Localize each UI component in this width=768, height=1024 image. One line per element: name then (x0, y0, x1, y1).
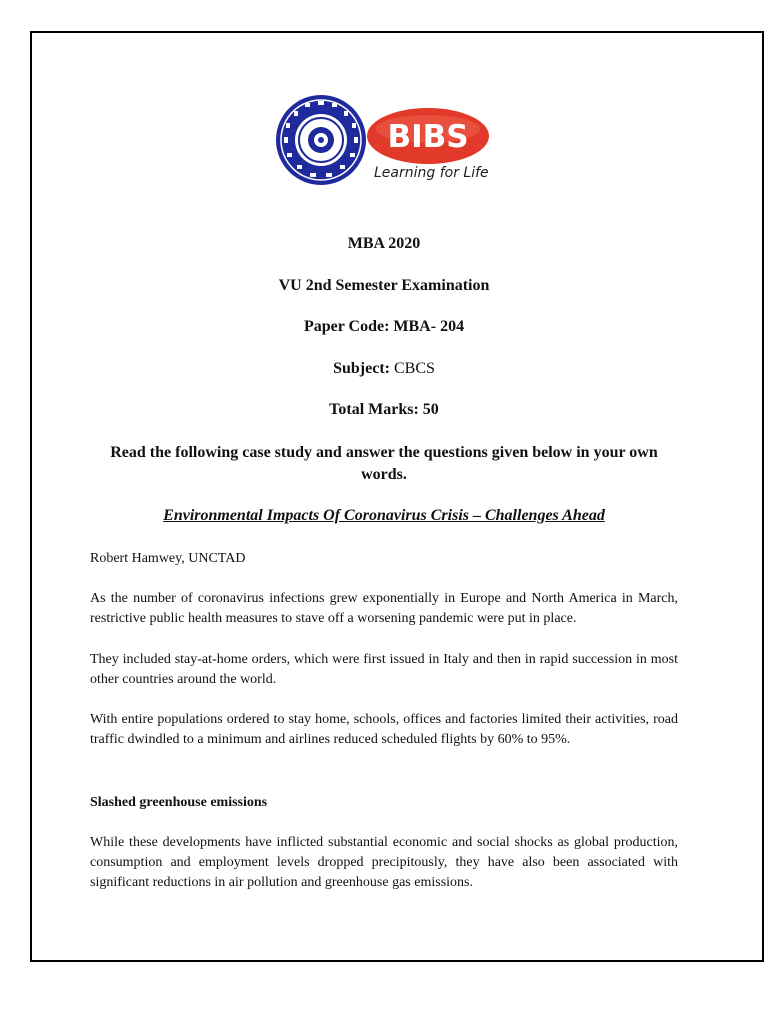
paragraph: As the number of coronavirus infections grew exponentially in Europe and North America in March, restrictive public health measures to stave off a worsening pandemic were put in place. (90, 591, 678, 626)
paragraph: While these developments have inflicted substantial economic and social shocks as global production, consumption and employment levels dropped precipitously, they have also been associated with significant reductions in air pollution and greenhouse gas emissions. (90, 835, 678, 890)
exam-title: VU 2nd Semester Examination (278, 277, 490, 294)
subject-value: CBCS (393, 360, 435, 377)
paragraph: They included stay-at-home orders, which were first issued in Italy and then in rapid succession in most other countries around the world. (90, 652, 678, 687)
author-line: Robert Hamwey, UNCTAD (90, 551, 246, 566)
bibs-tagline: Learning for Life (374, 165, 489, 181)
subject-line (90, 360, 678, 378)
section-subheading: Slashed greenhouse emissions (90, 795, 268, 810)
university-seal-logo (274, 93, 368, 187)
case-study-title: Environmental Impacts Of Coronavirus Crisis – Challenges Ahead (163, 507, 605, 524)
instruction-text: Read the following case study and answer the questions given below in your own words. (110, 444, 658, 483)
total-marks: Total Marks: 50 (329, 401, 439, 418)
logo-group (274, 93, 496, 189)
subject-label: Subject: (333, 360, 394, 377)
paper-code: Paper Code: MBA- 204 (303, 318, 465, 335)
bibs-logo-text: BIBS (387, 119, 469, 155)
bibs-logo (366, 107, 491, 165)
paragraph: With entire populations ordered to stay home, schools, offices and factories limited their activities, road traffic dwindled to a minimum and airlines reduced scheduled flights by 60% to 95%. (90, 712, 678, 747)
program-title: MBA 2020 (347, 235, 421, 252)
